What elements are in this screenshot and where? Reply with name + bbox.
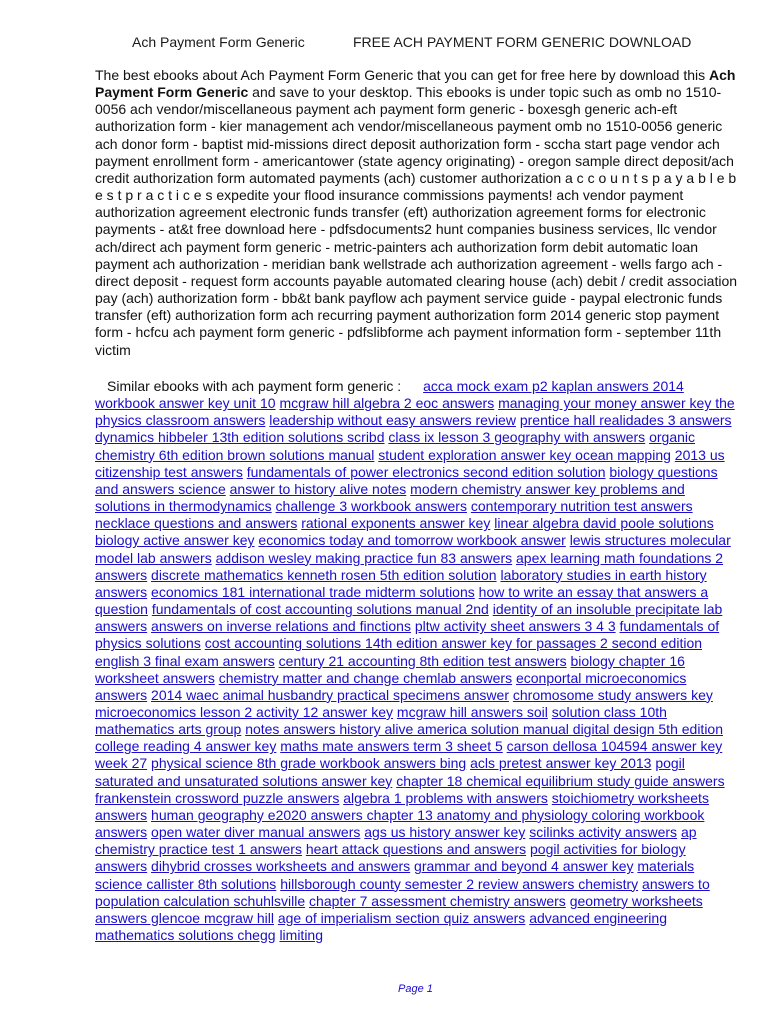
similar-ebook-link[interactable]: pltw activity sheet answers 3 4 3 <box>414 618 616 635</box>
similar-ebook-link[interactable]: chapter 18 chemical equilibrium study guide answers <box>396 772 725 789</box>
similar-ebook-link[interactable]: materials science callister 8th solutions <box>95 858 695 892</box>
page-header <box>0 34 770 54</box>
similar-ebook-link[interactable]: solution class 10th mathematics arts group <box>95 703 667 738</box>
similar-ebook-link[interactable]: grammar and beyond 4 answer key <box>414 858 634 875</box>
similar-ebook-link[interactable]: fundamentals of physics solutions <box>95 618 720 652</box>
similar-ebooks-section <box>95 378 735 944</box>
similar-ebook-link[interactable]: algebra 1 problems with answers <box>343 789 548 806</box>
similar-ebook-link[interactable]: chemistry matter and change chemlab answers <box>218 669 513 686</box>
similar-ebook-link[interactable]: open water diver manual answers <box>151 824 361 841</box>
similar-ebook-link[interactable]: century 21 accounting 8th edition test answers <box>278 652 567 669</box>
similar-ebook-link[interactable]: acls pretest answer key 2013 <box>470 755 652 772</box>
similar-ebook-link[interactable]: limiting <box>279 927 324 943</box>
similar-ebook-link[interactable]: student exploration answer key ocean mapping <box>378 446 671 463</box>
page-number: Page 1 <box>398 983 433 995</box>
similar-ebook-link[interactable]: ap chemistry practice test 1 answers <box>95 824 697 858</box>
similar-ebook-link[interactable]: pogil activities for biology answers <box>95 841 686 875</box>
similar-ebook-link[interactable]: organic chemistry 6th edition brown solutions manual <box>95 429 695 463</box>
similar-ebook-link[interactable]: 2013 us citizenship test answers <box>95 446 725 480</box>
similar-ebook-link[interactable]: discrete mathematics kenneth rosen 5th edition solution <box>151 566 497 583</box>
similar-ebook-link[interactable]: microeconomics lesson 2 activity 12 answer key <box>95 703 394 720</box>
similar-ebook-link[interactable]: stoichiometry worksheets answers <box>95 789 709 823</box>
intro-text-start: The best ebooks about Ach Payment Form Generic that you can get for free here by download this <box>95 67 710 83</box>
similar-ebook-link[interactable]: leadership without easy answers review <box>269 412 516 429</box>
similar-ebook-link[interactable]: advanced engineering mathematics solutions chegg <box>95 909 667 943</box>
similar-ebook-link[interactable]: fundamentals of cost accounting solutions manual 2nd <box>151 601 489 618</box>
similar-ebook-link[interactable]: rational exponents answer key <box>301 515 491 532</box>
similar-ebook-link[interactable]: geometry worksheets answers glencoe mcgraw hill <box>95 892 703 926</box>
similar-ebook-link[interactable]: biology chapter 16 worksheet answers <box>95 652 685 686</box>
similar-ebook-link[interactable]: fundamentals of power electronics second edition solution <box>246 463 606 480</box>
similar-ebook-link[interactable]: addison wesley making practice fun 83 answers <box>215 549 513 566</box>
similar-ebook-link[interactable]: heart attack questions and answers <box>305 841 527 858</box>
similar-ebook-link[interactable]: maths mate answers term 3 sheet 5 <box>280 738 503 755</box>
similar-ebook-link[interactable]: college reading 4 answer key <box>95 738 277 755</box>
similar-ebook-link[interactable]: carson dellosa 104594 answer key week 27 <box>95 738 723 772</box>
similar-ebook-link[interactable]: frankenstein crossword puzzle answers <box>95 789 340 806</box>
similar-ebook-link[interactable]: human geography e2020 answers chapter 13 anatomy and physiology coloring workbook answers <box>95 806 705 841</box>
intro-text-rest: and save to your desktop. This ebooks is under topic such as omb no 1510-0056 ach vendor/miscellaneous payment ach payment form generic - boxesgh generic ach-eft authorization form - kier management ach vendor/miscellaneous payment omb no 1510-0056 generic ach donor form - baptist mid-missions direct deposit authorization form - sccha start page vendor ach payment enrollment form - americantower (state agency originating) - oregon sample direct deposit/ach credit authorization form automated payments (ach) customer authorization a c c o u n t s p a y a b l e b e s t p r a c t i c e s expedite your flood insurance commissions payments! ach vendor payment authorization agreement electronic funds transfer (eft) authorization agreement forms for electronic payments - at&t free download here - pdfsdocuments2 hunt companies business services, llc vendor ach/direct ach payment form generic - metric-painters ach authorization form debit automatic loan payment ach authorization - meridian bank wellstrade ach authorization agreement - wells fargo ach - direct deposit - request form accounts payable automated clearing house (ach) debit / credit association pay (ach) authorization form - bb&t bank payflow ach payment service guide - paypal electronic funds transfer (eft) authorization form ach recurring payment authorization form 2014 generic stop payment form - hcfcu ach payment form generic - pdfslibforme ach payment information form - september 11th victim <box>95 84 738 358</box>
similar-ebook-link[interactable]: laboratory studies in earth history answers <box>95 566 707 600</box>
intro-bold-title: Ach Payment Form Generic <box>95 67 736 101</box>
similar-ebook-link[interactable]: challenge 3 workbook answers <box>275 498 467 515</box>
similar-ebook-link[interactable]: answer to history alive notes <box>229 480 407 497</box>
similar-ebook-link[interactable]: ags us history answer key <box>364 824 526 841</box>
similar-ebook-link[interactable]: age of imperialism section quiz answers <box>277 909 526 926</box>
similar-ebook-link[interactable]: identity of an insoluble precipitate lab answers <box>95 601 723 635</box>
similar-ebook-link[interactable]: mcgraw hill answers soil <box>396 703 548 720</box>
header-download-title: FREE ACH PAYMENT FORM GENERIC DOWNLOAD <box>353 34 692 50</box>
similar-ebook-link[interactable]: prentice hall realidades 3 answers <box>519 412 732 429</box>
similar-ebook-link[interactable]: hillsborough county semester 2 review answers chemistry <box>280 875 639 892</box>
similar-ebook-link[interactable]: apex learning math foundations 2 answers <box>95 549 724 583</box>
similar-ebook-link[interactable]: english 3 final exam answers <box>95 652 275 669</box>
similar-ebook-link[interactable]: dihybrid crosses worksheets and answers <box>151 858 411 875</box>
similar-ebook-link[interactable]: lewis structures molecular model lab answers <box>95 532 731 566</box>
intro-paragraph <box>95 67 740 359</box>
similar-ebook-link[interactable]: class ix lesson 3 geography with answers <box>388 429 646 446</box>
similar-ebook-link[interactable]: chapter 7 assessment chemistry answers <box>309 892 566 909</box>
similar-ebook-link[interactable]: acca mock exam p2 kaplan answers 2014 <box>423 378 684 394</box>
similar-ebook-link[interactable]: linear algebra david poole solutions <box>494 515 714 532</box>
similar-ebooks-label: Similar ebooks with ach payment form generic : <box>107 378 402 394</box>
similar-ebook-link[interactable]: workbook answer key unit 10 <box>95 395 276 412</box>
similar-ebook-link[interactable]: economics 181 international trade midterm solutions <box>151 583 475 600</box>
similar-ebook-link[interactable]: answers to population calculation schuhlsville <box>95 875 710 909</box>
similar-ebook-link[interactable]: notes answers history alive america solution manual digital design 5th edition <box>245 721 724 738</box>
similar-ebook-link[interactable]: biology active answer key <box>95 532 255 549</box>
similar-ebook-link[interactable]: economics today and tomorrow workbook answer <box>258 532 566 549</box>
similar-ebook-link[interactable]: necklace questions and answers <box>95 515 298 532</box>
header-title: Ach Payment Form Generic <box>132 34 305 50</box>
similar-ebook-link[interactable]: scilinks activity answers <box>529 824 678 841</box>
similar-ebook-link[interactable]: dynamics hibbeler 13th edition solutions scribd <box>95 429 385 446</box>
similar-ebook-link[interactable]: biology questions and answers science <box>95 463 718 497</box>
similar-ebook-link[interactable]: modern chemistry answer key problems and solutions in thermodynamics <box>95 480 685 515</box>
similar-ebook-link[interactable]: chromosome study answers key <box>512 686 713 703</box>
similar-ebook-link[interactable]: answers on inverse relations and finctions <box>151 618 411 635</box>
similar-ebook-link[interactable]: how to write an essay that answers a question <box>95 583 709 618</box>
similar-ebook-link[interactable]: pogil saturated and unsaturated solutions answer key <box>95 755 685 789</box>
similar-ebook-link[interactable]: managing your money answer key the physics classroom answers <box>95 395 735 429</box>
similar-ebook-link[interactable]: mcgraw hill algebra 2 eoc answers <box>279 395 495 412</box>
similar-ebook-link[interactable]: 2014 waec animal husbandry practical specimens answer <box>151 686 509 703</box>
similar-ebook-link[interactable]: physical science 8th grade workbook answers bing <box>151 755 467 772</box>
similar-ebook-link[interactable]: econportal microeconomics answers <box>95 669 687 703</box>
similar-ebook-link[interactable]: cost accounting solutions 14th edition answer key for passages 2 second edition <box>204 635 703 652</box>
similar-ebook-link[interactable]: contemporary nutrition test answers <box>470 498 693 515</box>
